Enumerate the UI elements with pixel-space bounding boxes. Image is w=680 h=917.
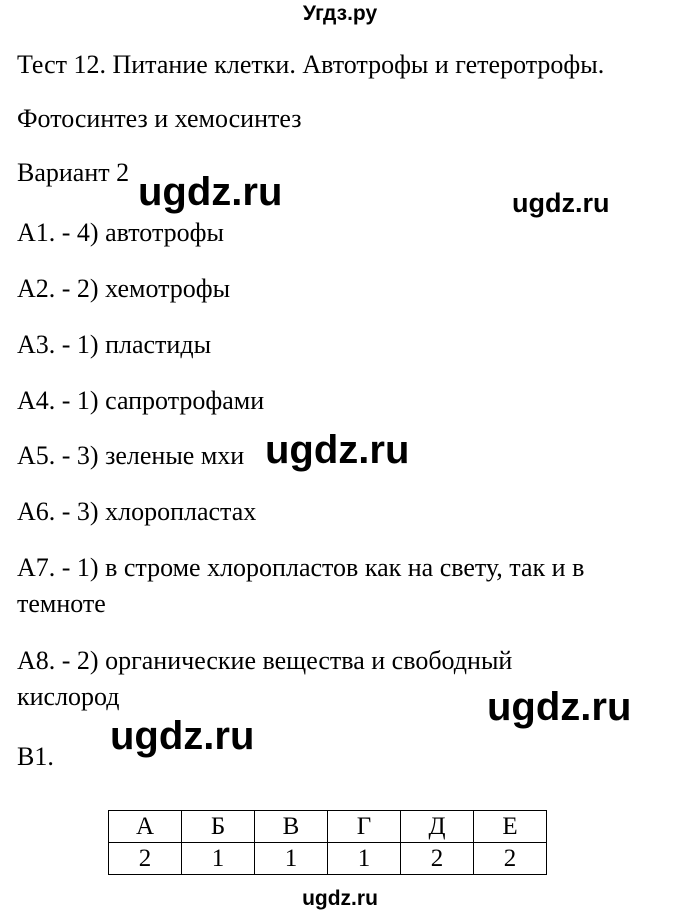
table-header-cell: Б bbox=[182, 811, 255, 843]
table-row bbox=[109, 843, 547, 875]
answer-a8-continued: кислород bbox=[17, 682, 120, 711]
watermark-logo: ugdz.ru bbox=[138, 170, 283, 214]
table-header-cell: Г bbox=[328, 811, 401, 843]
watermark-logo: ugdz.ru bbox=[110, 714, 255, 758]
answer-a7: А7. - 1) в строме хлоропластов как на свету, так и в bbox=[17, 553, 585, 582]
table-cell: 2 bbox=[401, 843, 474, 875]
footer-watermark: ugdz.ru bbox=[302, 887, 378, 910]
answer-a5: А5. - 3) зеленые мхи bbox=[17, 441, 245, 470]
table-header-cell: Д bbox=[401, 811, 474, 843]
test-title: Тест 12. Питание клетки. Автотрофы и гетеротрофы. bbox=[17, 50, 605, 79]
table-cell: 2 bbox=[109, 843, 182, 875]
table-header-cell: А bbox=[109, 811, 182, 843]
watermark-logo: ugdz.ru bbox=[487, 685, 632, 729]
test-subtitle: Фотосинтез и хемосинтез bbox=[17, 104, 302, 133]
b1-label: В1. bbox=[17, 742, 54, 771]
variant-label: Вариант 2 bbox=[17, 158, 130, 187]
site-header: Угдз.ру bbox=[302, 2, 378, 25]
answer-a2: А2. - 2) хемотрофы bbox=[17, 274, 231, 303]
table-cell: 1 bbox=[182, 843, 255, 875]
answer-table bbox=[108, 810, 547, 875]
answer-a6: А6. - 3) хлоропластах bbox=[17, 497, 257, 526]
answer-a3: А3. - 1) пластиды bbox=[17, 330, 212, 359]
table-cell: 2 bbox=[474, 843, 547, 875]
table-cell: 1 bbox=[328, 843, 401, 875]
table-header-row bbox=[109, 811, 547, 843]
table-header-cell: Е bbox=[474, 811, 547, 843]
answer-a1: А1. - 4) автотрофы bbox=[17, 218, 224, 247]
table-cell: 1 bbox=[255, 843, 328, 875]
table-header-cell: В bbox=[255, 811, 328, 843]
answer-a7-continued: темноте bbox=[17, 589, 106, 618]
answer-a8: А8. - 2) органические вещества и свободный bbox=[17, 646, 513, 675]
watermark-logo: ugdz.ru bbox=[265, 428, 410, 472]
watermark-logo: ugdz.ru bbox=[512, 188, 610, 218]
answer-a4: А4. - 1) сапротрофами bbox=[17, 386, 265, 415]
